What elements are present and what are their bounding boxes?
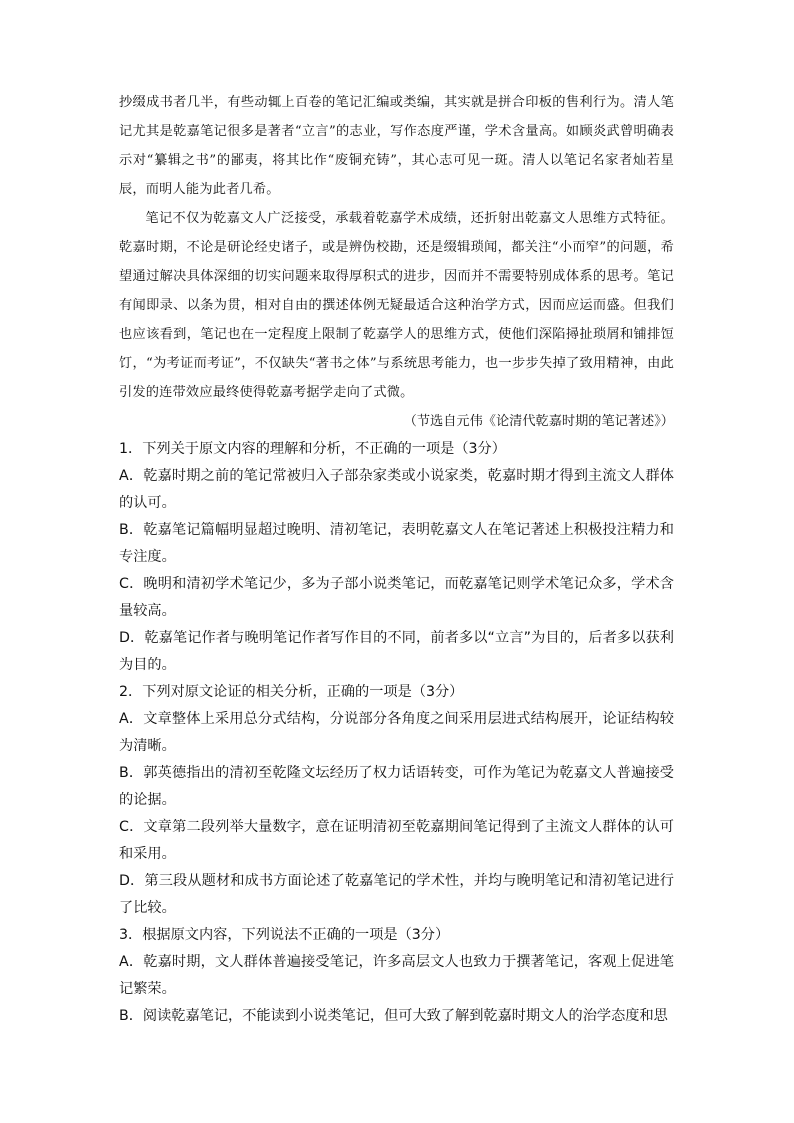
question-stem: 3．根据原文内容，下列说法不正确的一项是（3分） <box>119 927 450 943</box>
option-c: C．文章第二段列举大量数字，意在证明清初至乾嘉期间笔记得到了主流文人群体的认可和采用。 <box>119 819 674 862</box>
question-stem: 2．下列对原文论证的相关分析，正确的一项是（3分） <box>119 684 464 700</box>
question-3 <box>119 922 674 1030</box>
option-a: A．乾嘉时期，文人群体普遍接受笔记，许多高层文人也致力于撰著笔记，客观上促进笔记繁荣。 <box>119 954 674 997</box>
option-d: D．乾嘉笔记作者与晚明笔记作者写作目的不同，前者多以“立言”为目的，后者多以获利为目的。 <box>119 630 674 673</box>
question-1 <box>119 436 674 679</box>
question-2 <box>119 679 674 922</box>
question-stem: 1．下列关于原文内容的理解和分析，不正确的一项是（3分） <box>119 441 506 457</box>
option-c: C．晚明和清初学术笔记少，多为子部小说类笔记，而乾嘉笔记则学术笔记众多，学术含量较高。 <box>119 576 674 619</box>
option-b: B．乾嘉笔记篇幅明显超过晚明、清初笔记，表明乾嘉文人在笔记著述上积极投注精力和专注度。 <box>119 522 674 565</box>
passage-source: （节选自元伟《论清代乾嘉时期的笔记著述》） <box>403 414 674 429</box>
option-a: A．乾嘉时期之前的笔记常被归入子部杂家类或小说家类，乾嘉时期才得到主流文人群体的认可。 <box>119 468 674 511</box>
option-b: B．郭英德指出的清初至乾隆文坛经历了权力话语转变，可作为笔记为乾嘉文人普遍接受的论据。 <box>119 765 674 808</box>
option-d: D．第三段从题材和成书方面论述了乾嘉笔记的学术性，并均与晚明笔记和清初笔记进行了比较。 <box>119 873 674 916</box>
option-a: A．文章整体上采用总分式结构，分说部分各角度之间采用层进式结构展开，论证结构较为清晰。 <box>119 711 674 754</box>
passage-paragraph-1: 抄缀成书者几半，有些动辄上百卷的笔记汇编或类编，其实就是拼合印板的售利行为。清人笔记尤其是乾嘉笔记很多是著者“立言”的志业，写作态度严谨，学术含量高。如顾炎武曾明确表示对“纂辑之书”的鄙夷，将其比作“废铜充铸”，其心志可见一斑。清人以笔记名家者灿若星辰，而明人能为此者几希。 <box>119 95 674 197</box>
option-b: B．阅读乾嘉笔记，不能读到小说类笔记，但可大致了解到乾嘉时期文人的治学态度和思 <box>119 1008 668 1024</box>
passage-paragraph-2: 笔记不仅为乾嘉文人广泛接受，承载着乾嘉学术成绩，还折射出乾嘉文人思维方式特征。乾嘉时期，不论是研论经史诸子，或是辨伪校勘，还是缀辑琐闻，都关注“小而窄”的问题，希望通过解决具体深细的切实问题来取得厚积式的进步，因而并不需要特别成体系的思考。笔记有闻即录、以条为贯，相对自由的撰述体例无疑最适合这种治学方式，因而应运而盛。但我们也应该看到，笔记也在一定程度上限制了乾嘉学人的思维方式，使他们深陷撏扯琐屑和铺排饾饤，“为考证而考证”，不仅缺失“著书之体”与系统思考能力，也一步步失掉了致用精神，由此引发的连带效应最终使得乾嘉考据学走向了式微。 <box>119 211 674 400</box>
